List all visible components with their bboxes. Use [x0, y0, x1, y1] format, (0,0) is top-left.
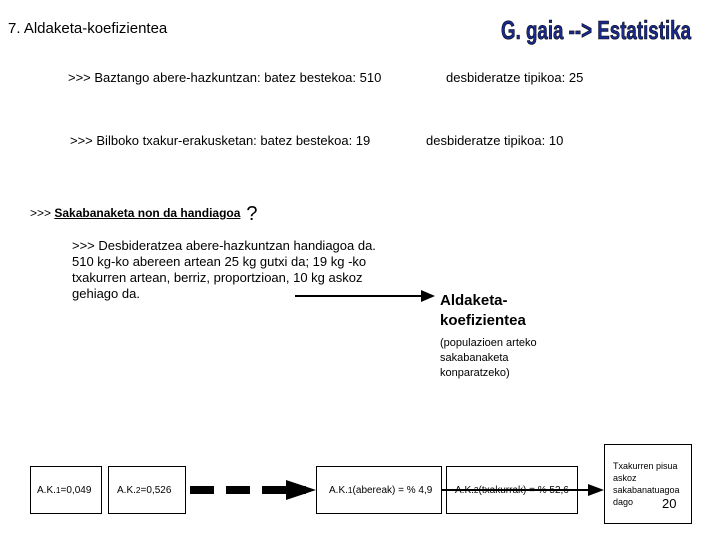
- line-bilbo-sd: desbideratze tipikoa: 10: [426, 133, 564, 148]
- line-baztan-sd: desbideratze tipikoa: 25: [446, 70, 584, 85]
- ak1-prefix: A.K.: [37, 484, 56, 496]
- ak2-percent-box: [446, 466, 578, 514]
- question: [30, 200, 258, 223]
- ak1-sub: 1: [55, 485, 61, 495]
- page-number: 20: [662, 496, 677, 511]
- ak1-box: [30, 466, 102, 514]
- ak2-box: [108, 466, 186, 514]
- ak2-pct-value: (txakurrak) = % 52,6: [478, 484, 569, 496]
- ak2-pct-prefix: A.K.: [455, 484, 474, 496]
- ak1-percent-box: [316, 466, 442, 514]
- ak1-pct-value: (abereak) = % 4,9: [352, 484, 433, 496]
- ak1-value: =0,049: [60, 484, 92, 496]
- logo-gaia-estatistika: [498, 8, 694, 50]
- result-title: Aldaketa-koefizientea: [440, 292, 526, 329]
- slide-title: 7. Aldaketa-koefizientea: [8, 20, 168, 37]
- ak2-prefix: A.K.: [117, 484, 136, 496]
- question-mark: ?: [246, 203, 258, 225]
- ak2-value: =0,526: [140, 484, 172, 496]
- line-bilbo: >>> Bilboko txakur-erakusketan: batez bestekoa: 19: [70, 133, 371, 148]
- question-prefix: >>>: [30, 206, 55, 220]
- ak1-pct-sub: 1: [347, 485, 353, 495]
- ak1-pct-prefix: A.K.: [329, 484, 348, 496]
- ak2-sub: 2: [135, 485, 141, 495]
- conclusion-box: Txakurren pisua askoz sakabanatuagoa dago: [604, 444, 692, 524]
- line-baztan: >>> Baztango abere-hazkuntzan: batez bestekoa: 510: [68, 70, 382, 85]
- ak2-pct-sub: 2: [473, 485, 479, 495]
- arrow-right-icon: [295, 286, 435, 306]
- logo-text: G. gaia --> Estatistika: [501, 15, 692, 45]
- question-underlined: Sakabanaketa non da handiagoa: [54, 206, 241, 220]
- result-note: (populazioen arteko sakabanaketa konparatzeko): [440, 337, 537, 379]
- explanation-paragraph: >>> Desbideratzea abere-hazkuntzan handiagoa da. 510 kg-ko abereen artean 25 kg gutxi da; 19 kg -ko txakurren artean, berriz, proportzioan, 10 kg askoz gehiago da.: [72, 238, 376, 301]
